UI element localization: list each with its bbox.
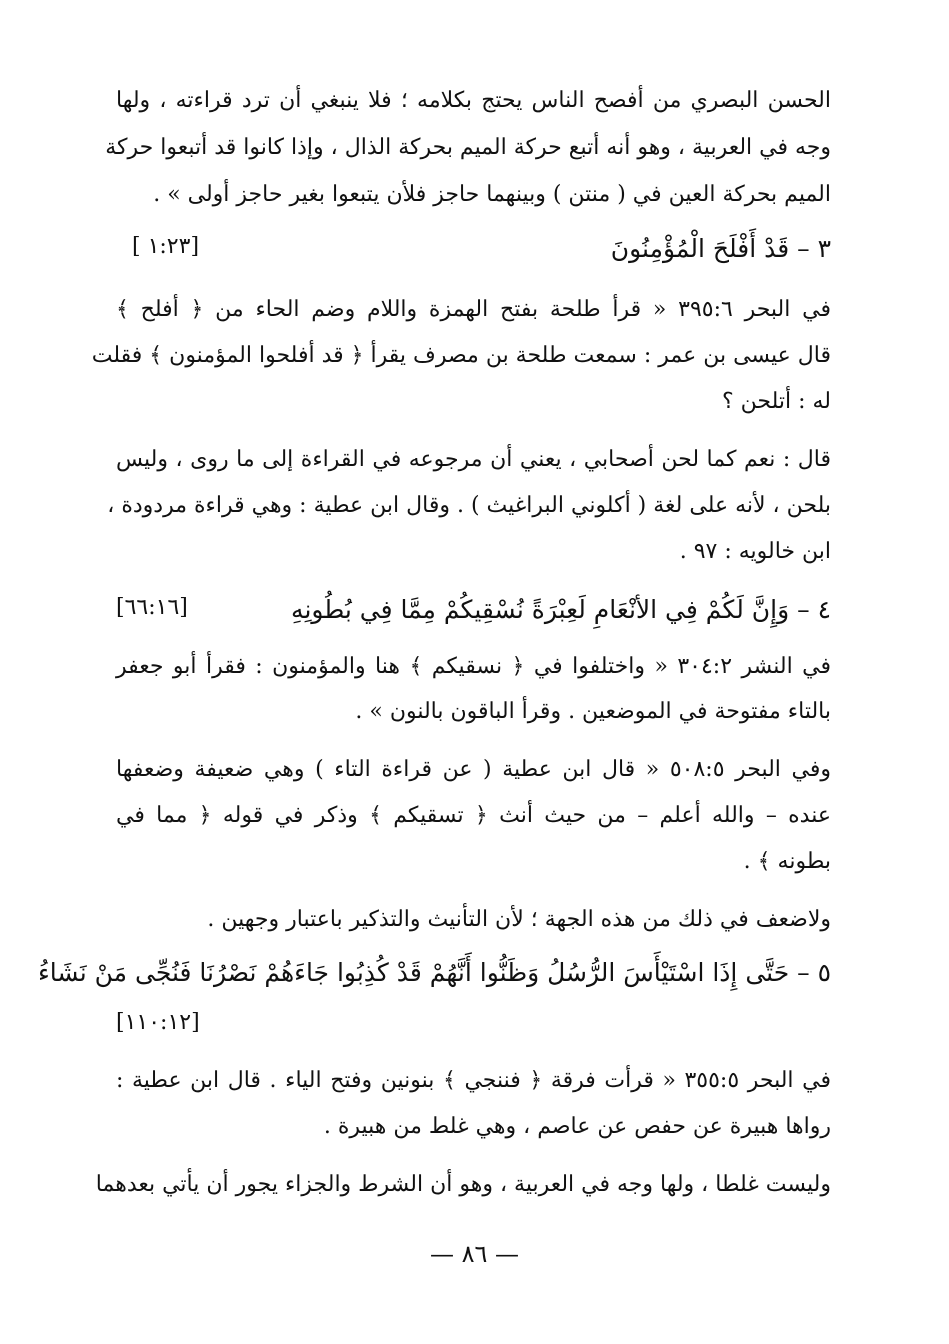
verse-reference: [١١٠:١٢]	[116, 1010, 200, 1035]
text-line: عنده – والله أعلم – من حيث أنث ﴿ تسقيكم ﴾ وذكر في قوله ﴿ مما في	[116, 803, 831, 828]
quran-verse-4	[116, 595, 831, 629]
quran-verse-5	[38, 958, 831, 992]
quran-verse-3	[116, 234, 831, 268]
text-line: وفي البحر ٥٠٨:٥ « قال ابن عطية ( عن قراءة التاء ) وهي ضعيفة وضعفها	[116, 757, 831, 782]
text-line: له : أتلحن ؟	[721, 389, 831, 414]
verse-reference: [٦٦:١٦]	[116, 595, 188, 620]
verse-text: ٥ – حَتَّى إِذَا اسْتَيْأَسَ الرُّسُلُ وَظَنُّوا أَنَّهُمْ قَدْ كُذِبُوا جَاءَهُمْ نَصْرُنَا فَنُجِّى مَنْ نَشَاءُ	[38, 958, 831, 987]
text-line: في النشر ٣٠٤:٢ « واختلفوا في ﴿ نسقيكم ﴾ هنا والمؤمنون : فقرأ أبو جعفر	[116, 654, 831, 679]
text-line: ولاضعف في ذلك من هذه الجهة ؛ لأن التأنيث والتذكير باعتبار وجهين .	[207, 907, 831, 932]
verse-reference: [١:٢٣ ]	[132, 234, 200, 259]
page-number: — ٨٦ —	[429, 1240, 520, 1268]
text-line: وليست غلطا ، ولها وجه في العربية ، وهو أن الشرط والجزاء يجور أن يأتي بعدهما	[95, 1172, 831, 1197]
text-line: رواها هبيرة عن حفص عن عاصم ، وهي غلط من هبيرة .	[323, 1114, 831, 1139]
text-line: قال عيسى بن عمر : سمعت طلحة بن مصرف يقرأ ﴿ قد أفلحوا المؤمنون ﴾ فقلت	[91, 343, 831, 368]
text-line: الحسن البصري من أفصح الناس يحتج بكلامه ؛ فلا ينبغي أن ترد قراءته ، ولها	[116, 88, 831, 113]
text-line: بلحن ، لأنه على لغة ( أكلوني البراغيث ) . وقال ابن عطية : وهي قراءة مردودة ،	[107, 493, 831, 518]
verse-text: ٣ – قَدْ أَفْلَحَ الْمُؤْمِنُونَ	[610, 234, 831, 263]
verse-reference-row	[116, 1010, 831, 1040]
text-line: في البحر ٣٩٥:٦ « قرأ طلحة بفتح الهمزة واللام وضم الحاء من ﴿ أفلح ﴾	[116, 297, 831, 322]
text-line: بالتاء مفتوحة في الموضعين . وقرأ الباقون بالنون » .	[355, 699, 831, 724]
text-line: وجه في العربية ، وهو أنه أتبع حركة الميم بحركة الذال ، وإذا كانوا قد أتبعوا حركة	[105, 135, 831, 160]
text-line: قال : نعم كما لحن أصحابي ، يعني أن مرجوعه في القراءة إلى ما روى ، وليس	[116, 447, 831, 472]
text-line: الميم بحركة العين في ( منتن ) وبينهما حاجز فلأن يتبعوا بغير حاجز أولى » .	[153, 182, 831, 207]
verse-text: ٤ – وَإِنَّ لَكُمْ فِي الأنْعَامِ لَعِبْرَةً نُسْقِيكُمْ مِمَّا فِي بُطُونِهِ	[291, 595, 831, 624]
text-line: ابن خالويه : ٩٧ .	[679, 539, 831, 564]
text-line: في البحر ٣٥٥:٥ « قرأت فرقة ﴿ فننجي ﴾ بنونين وفتح الياء . قال ابن عطية :	[116, 1068, 831, 1093]
text-line: بطونه ﴾ .	[743, 849, 831, 874]
